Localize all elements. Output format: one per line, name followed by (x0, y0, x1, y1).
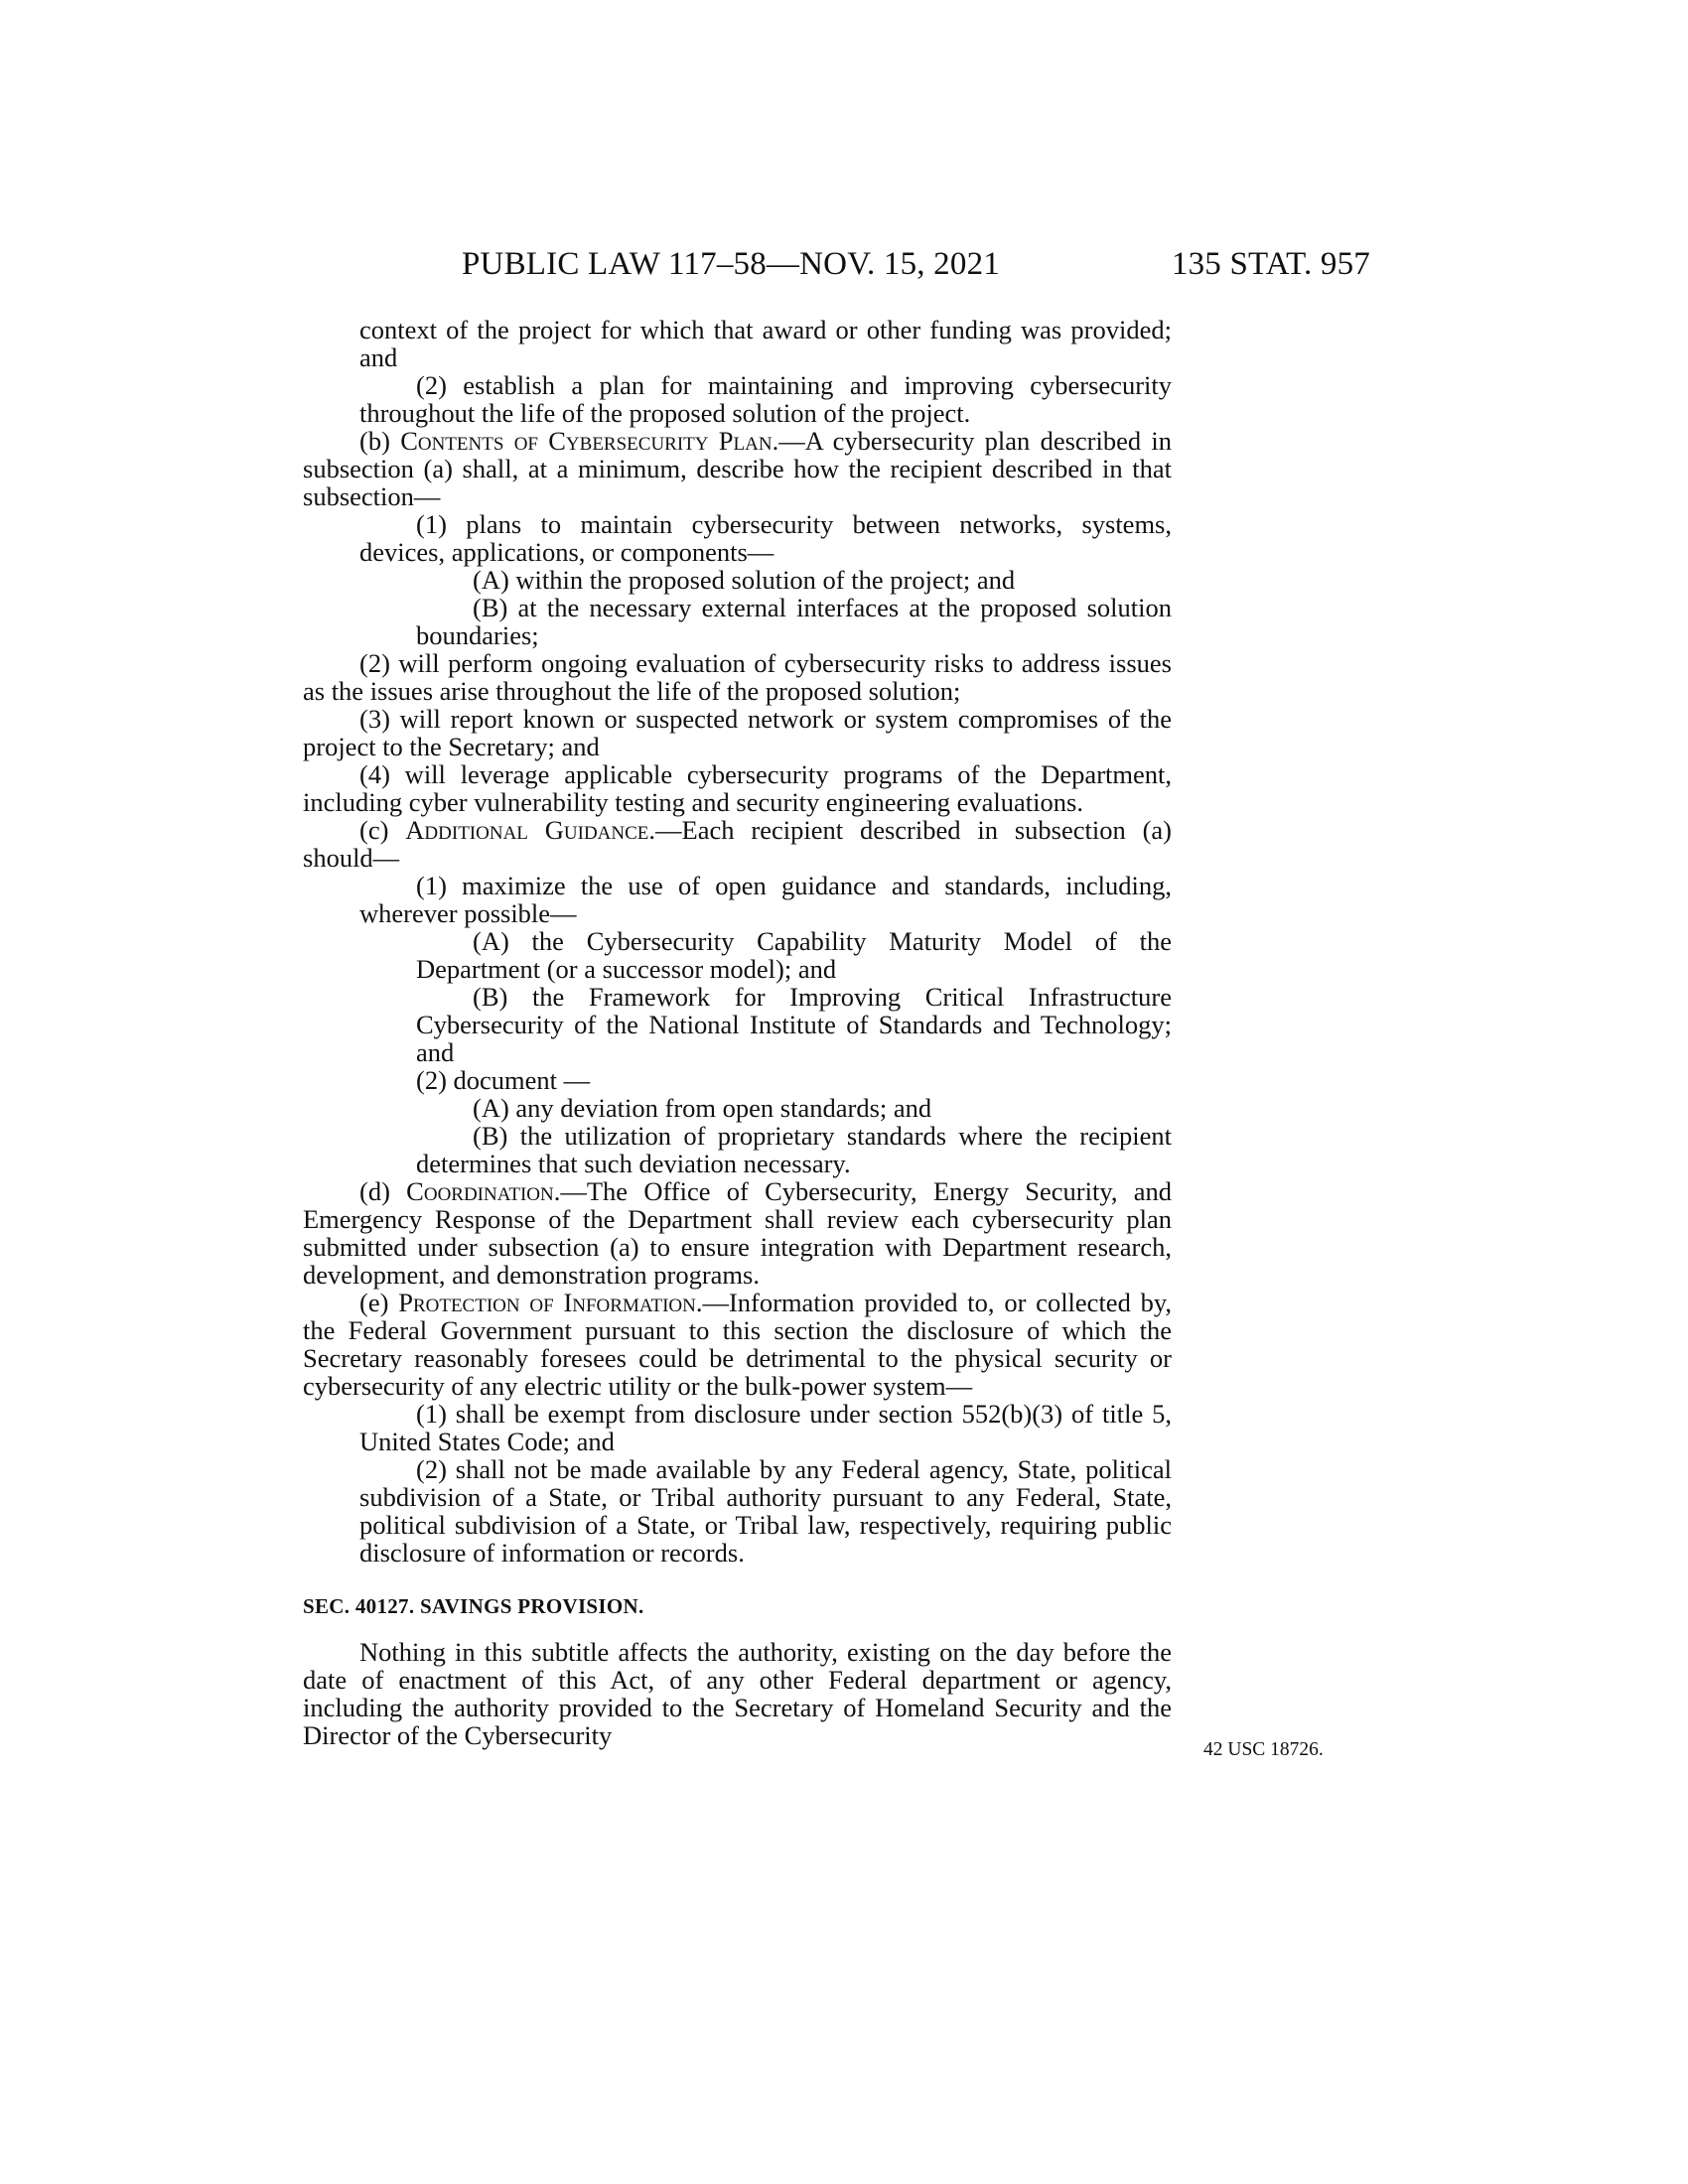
paragraph-b2: (2) will perform ongoing evaluation of cybersecurity risks to address issues as the issues arise throughout the life of the proposed solution; (303, 648, 1172, 706)
paragraph-c1: (1) maximize the use of open guidance and standards, including, wherever possible— (359, 871, 1172, 928)
subsection-b-heading: Contents of Cybersecurity Plan. (400, 426, 779, 456)
paragraph-c2A: (A) any deviation from open standards; and (473, 1093, 932, 1123)
subsection-d-heading: Coordination. (406, 1176, 561, 1206)
subsection-c (303, 816, 1172, 872)
paragraph-continuation: context of the project for which that award or other funding was provided; and (359, 315, 1172, 372)
running-title: PUBLIC LAW 117–58—NOV. 15, 2021 (462, 246, 1000, 282)
paragraph-c1A: (A) the Cybersecurity Capability Maturity Model of the Department (or a successor model); and (416, 926, 1172, 984)
paragraph-e2: (2) shall not be made available by any Federal agency, State, political subdivision of a State, or Tribal authority pursuant to any Federal, State, political subdivision of a State, or Tribal law, respectively, requiring public disclosure of information or records. (359, 1454, 1172, 1568)
section-text: Nothing in this subtitle affects the authority, existing on the day before the date of enactment of this Act, of any other Federal department or agency, including the authority provided to the Secretary of Homeland Security and the Director of the Cybersecurity (303, 1637, 1172, 1750)
page-number: 135 STAT. 957 (1171, 246, 1370, 282)
margin-citation: 42 USC 18726. (1203, 1739, 1324, 1760)
subsection-b (303, 427, 1172, 510)
subsection-d-text: —The Office of Cybersecurity, Energy Security, and Emergency Response of the Department shall review each cybersecurity plan submitted under subsection (a) to ensure integration with Department research, development, and demonstration programs. (303, 1176, 1172, 1290)
paragraph-c2: (2) document — (416, 1065, 591, 1095)
paragraph-c1B: (B) the Framework for Improving Critical Infrastructure Cybersecurity of the National Institute of Standards and Technology; and (416, 982, 1172, 1067)
paragraph-c2B: (B) the utilization of proprietary standards where the recipient determines that such deviation necessary. (416, 1121, 1172, 1178)
subsection-c-label: (c) (359, 815, 389, 845)
running-head (0, 246, 1688, 286)
section-heading: SEC. 40127. SAVINGS PROVISION. (303, 1594, 644, 1618)
subsection-c-heading: Additional Guidance. (405, 815, 656, 845)
statute-body (303, 316, 1172, 1749)
subsection-d-label: (d) (359, 1176, 390, 1206)
subsection-e-heading: Protection of Information. (398, 1288, 703, 1317)
paragraph-a2: (2) establish a plan for maintaining and improving cybersecurity throughout the life of the proposed solution of the project. (359, 370, 1172, 428)
subsection-e-text: —Information provided to, or collected by, the Federal Government pursuant to this section the disclosure of which the Secretary reasonably foresees could be detrimental to the physical security or cybersecurity of any electric utility or the bulk-power system— (303, 1288, 1172, 1401)
subsection-b-label: (b) (359, 426, 390, 456)
paragraph-e1: (1) shall be exempt from disclosure under section 552(b)(3) of title 5, United States Code; and (359, 1399, 1172, 1456)
subsection-c-text: —Each recipient described in subsection (a) should— (303, 815, 1173, 873)
paragraph-b1: (1) plans to maintain cybersecurity between networks, systems, devices, applications, or components— (359, 509, 1172, 567)
subsection-e-label: (e) (359, 1288, 389, 1317)
subsection-d (303, 1177, 1172, 1289)
subsection-e (303, 1289, 1172, 1400)
paragraph-b4: (4) will leverage applicable cybersecurity programs of the Department, including cyber vulnerability testing and security engineering evaluations. (303, 759, 1172, 817)
paragraph-b3: (3) will report known or suspected network or system compromises of the project to the Secretary; and (303, 704, 1172, 761)
paragraph-b1B: (B) at the necessary external interfaces at the proposed solution boundaries; (416, 593, 1172, 650)
paragraph-b1A: (A) within the proposed solution of the project; and (473, 565, 1016, 595)
subsection-b-text: —A cybersecurity plan described in subsection (a) shall, at a minimum, describe how the recipient described in that subsection— (303, 426, 1173, 511)
